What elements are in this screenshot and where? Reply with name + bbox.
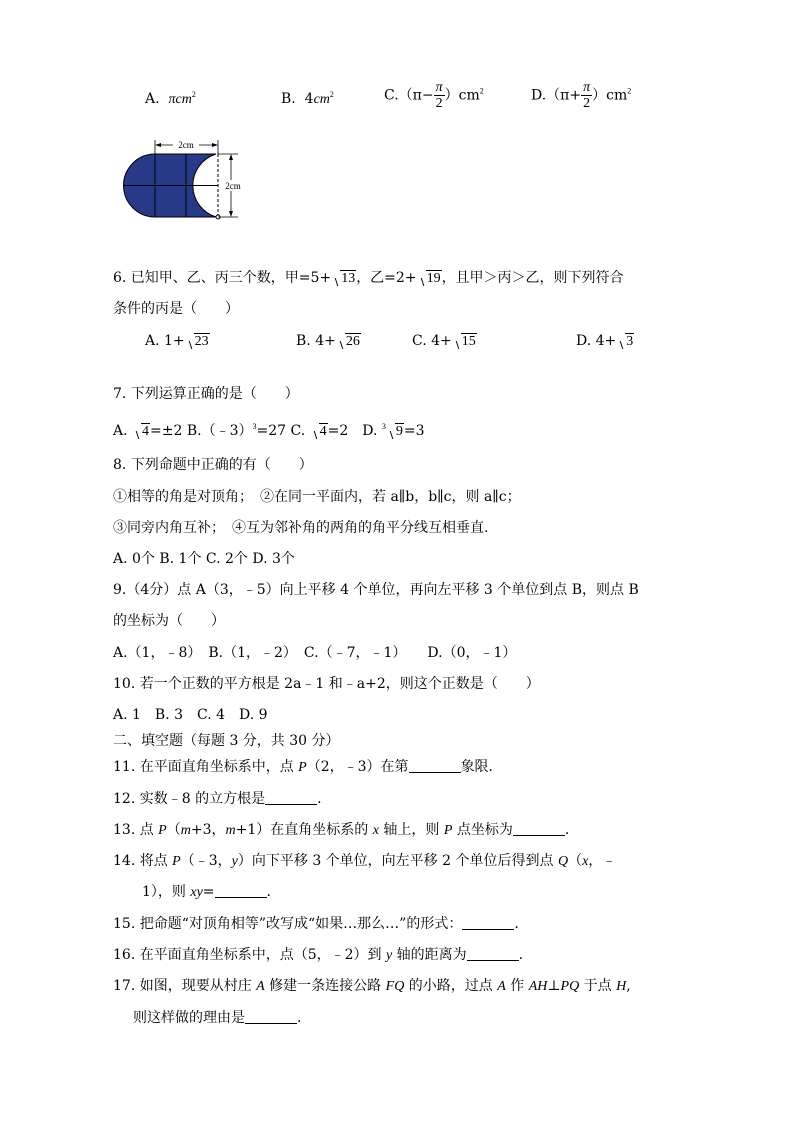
- answer-blank[interactable]: [462, 915, 514, 930]
- q9-options: A.（1，﹣8） B.（1，﹣2） C.（﹣7，﹣1） D.（0，﹣1）: [113, 645, 517, 661]
- q10-stem: 10. 若一个正数的平方根是 2a﹣1 和﹣a+2，则这个正数是（ ）: [113, 676, 540, 692]
- shaded-region-figure: [118, 136, 258, 226]
- q7-options: A. 4=±2 B.（﹣3）$^3$=27 C. 4=2 D. $^3$ 9=3: [113, 417, 425, 442]
- q14: 14. 将点 P（﹣3，y）向下平移 3 个单位，向左平移 2 个单位后得到点 Q（x，﹣: [113, 853, 617, 869]
- q6-option-a: A. 1+ 23: [145, 331, 210, 352]
- q5-option-d: D.（π+ $\frac{\pi}{2}$ ）$cm^2$: [531, 80, 632, 111]
- answer-blank[interactable]: [265, 790, 317, 805]
- q6-option-c: C. 4+ 15: [412, 331, 477, 352]
- section-heading: 二、填空题（每题 3 分，共 30 分）: [113, 733, 340, 749]
- q8-stem: 8. 下列命题中正确的有（ ）: [113, 457, 313, 473]
- q6-stem-line2: 条件的丙是（ ）: [113, 301, 239, 317]
- answer-blank[interactable]: [409, 758, 461, 773]
- q8-line2: ③同旁内角互补； ④互为邻补角的两角的角平分线互相垂直.: [113, 520, 489, 536]
- q13: 13. 点 P（m+3，m+1）在直角坐标系的 x 轴上，则 P 点坐标为 .: [113, 822, 570, 838]
- q16: 16. 在平面直角坐标系中，点（5，﹣2）到 y 轴的距离为 .: [113, 947, 524, 963]
- answer-blank[interactable]: [467, 946, 519, 961]
- q15: 15. 把命题“对顶角相等”改写成“如果…那么…”的形式： .: [113, 916, 519, 932]
- q7-stem: 7. 下列运算正确的是（ ）: [113, 386, 299, 402]
- q9-stem: 9.（4分）点 A（3，﹣5）向上平移 4 个单位，再向左平移 3 个单位到点 B，则点 B: [113, 582, 639, 598]
- q12: 12. 实数﹣8 的立方根是 .: [113, 791, 322, 807]
- q14-line2: 1），则 xy= .: [142, 884, 271, 900]
- q5-option-b: B. $4cm^2$: [281, 90, 334, 107]
- q6-stem: 6. 已知甲、乙、丙三个数，甲=5+ 13，乙=2+ 19，且甲＞丙＞乙，则下列符合: [113, 268, 624, 289]
- q5-option-c: C.（π− $\frac{\pi}{2}$ ）$cm^2$: [384, 80, 484, 111]
- q8-line1: ①相等的角是对顶角； ②在同一平面内，若 a∥b，b∥c，则 a∥c；: [113, 489, 521, 505]
- answer-blank[interactable]: [245, 1009, 297, 1024]
- answer-blank[interactable]: [513, 821, 565, 836]
- q17-line2: 则这样做的理由是 .: [133, 1010, 302, 1026]
- q17: 17. 如图，现要从村庄 A 修建一条连接公路 FQ 的小路，过点 A 作 AH⊥PQ 于点 H,: [113, 978, 631, 994]
- height-label: 2cm: [225, 181, 241, 191]
- q5-option-a: A. πcm$^2$: [145, 90, 196, 107]
- q11: 11. 在平面直角坐标系中，点 P（2，﹣3）在第 象限.: [113, 759, 494, 775]
- q8-options: A. 0个 B. 1个 C. 2个 D. 3个: [113, 551, 295, 567]
- width-label: 2cm: [178, 140, 194, 150]
- q6-option-d: D. 4+ 3: [576, 331, 634, 352]
- q10-options: A. 1 B. 3 C. 4 D. 9: [113, 707, 268, 723]
- q6-option-b: B. 4+ 26: [296, 331, 361, 352]
- q9-line2: 的坐标为（ ）: [113, 613, 225, 629]
- answer-blank[interactable]: [215, 883, 267, 898]
